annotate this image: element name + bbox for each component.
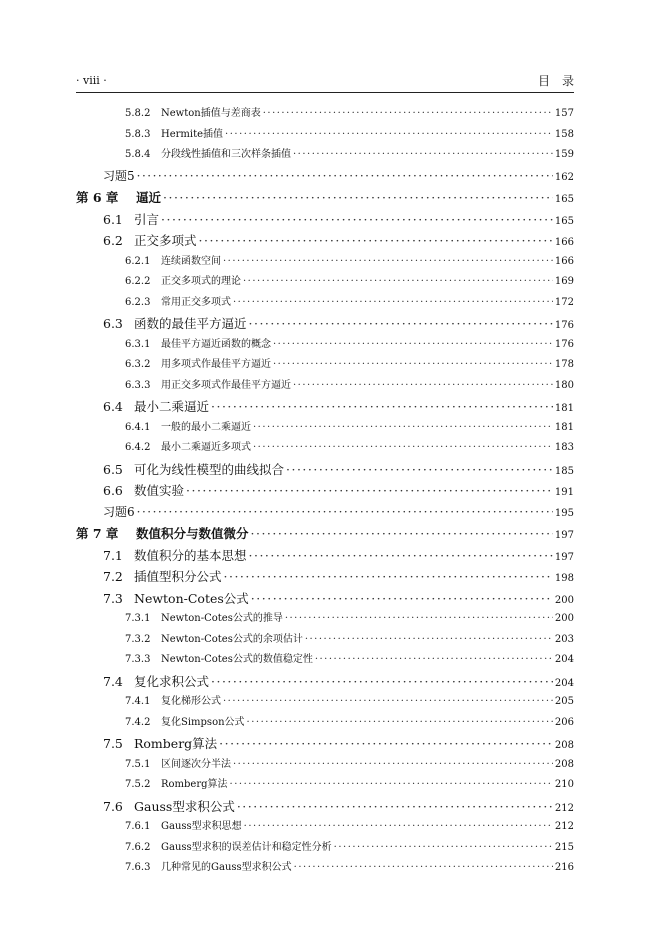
toc-entry xyxy=(76,355,574,376)
toc-entry xyxy=(76,230,574,252)
toc-entry-number: 7.6.1 xyxy=(125,821,151,832)
toc-entry-title: 数值实验 xyxy=(134,483,185,498)
toc-entry-number: 6.4 xyxy=(103,399,123,414)
toc-entry-title: 用多项式作最佳平方逼近 xyxy=(161,359,271,370)
toc-entry xyxy=(76,418,574,439)
toc-entry xyxy=(76,523,574,545)
dot-leader xyxy=(224,566,553,588)
toc-entry xyxy=(76,166,574,187)
toc-entry-number: 6.3.1 xyxy=(125,338,151,350)
toc-entry-title: 函数的最佳平方逼近 xyxy=(134,316,247,331)
toc-entry xyxy=(76,480,574,502)
toc-entry-title: Newton-Cotes公式的余项估计 xyxy=(161,633,303,645)
dot-leader xyxy=(223,692,553,713)
toc-entry-title: 逼近 xyxy=(136,189,162,205)
toc-entry-page: 208 xyxy=(554,740,574,751)
toc-entry-page: 216 xyxy=(554,862,574,873)
toc-entry xyxy=(76,545,574,567)
toc-entry-page: 165 xyxy=(554,215,574,227)
toc-entry-number: 7.3.1 xyxy=(125,613,151,624)
toc-entry-page: 181 xyxy=(554,403,574,414)
toc-entry-page: 158 xyxy=(554,128,574,140)
dot-leader xyxy=(249,545,553,567)
toc-entry-page: 181 xyxy=(554,421,574,433)
toc-entry-title: Newton-Cotes公式 xyxy=(134,590,249,606)
toc-entry-number: 5.8.2 xyxy=(125,108,151,119)
toc-entry-page: 206 xyxy=(554,716,574,728)
toc-entry-title: Newton插值与差商表 xyxy=(161,108,261,119)
toc-entry-number: 7.6.2 xyxy=(125,841,151,853)
dot-leader xyxy=(233,293,553,314)
toc-entry-page: 200 xyxy=(554,594,574,606)
toc-entry-number: 5.8.4 xyxy=(125,149,151,160)
toc-entry-title: 区间逐次分半法 xyxy=(161,758,231,770)
dot-leader xyxy=(230,775,553,796)
toc-entry-page: 200 xyxy=(554,613,574,624)
toc-entry-title: 复化梯形公式 xyxy=(161,696,221,707)
toc-entry-title: 引言 xyxy=(134,211,160,227)
toc-entry-title: 最小二乘逼近多项式 xyxy=(161,442,251,453)
dot-leader xyxy=(273,335,553,356)
toc-entry-title: 几种常见的Gauss型求积公式 xyxy=(161,862,292,873)
toc-entry-title: Hermite插值 xyxy=(161,128,224,140)
toc-entry-title: 最小二乘逼近 xyxy=(134,399,210,414)
toc-entry-page: 210 xyxy=(554,779,574,790)
dot-leader xyxy=(293,145,553,166)
toc-entry-page: 204 xyxy=(554,677,574,689)
toc-entry-number: 6.1 xyxy=(103,211,123,227)
toc-entry-page: 166 xyxy=(554,237,574,248)
toc-entry xyxy=(76,272,574,293)
toc-entry-page: 180 xyxy=(554,379,574,391)
toc-entry-title: Newton-Cotes公式的数值稳定性 xyxy=(161,654,313,665)
toc-entry-page: 203 xyxy=(554,633,574,645)
toc-entry-number: 6.5 xyxy=(103,461,123,477)
page-header xyxy=(76,72,586,93)
toc-entry xyxy=(76,838,574,859)
toc-entry-title: 用正交多项式作最佳平方逼近 xyxy=(161,379,291,391)
toc-entry-title: 正交多项式的理论 xyxy=(161,276,241,287)
toc-entry-title: 数值积分与数值微分 xyxy=(136,525,249,541)
toc-entry-number: 6.4.1 xyxy=(125,421,151,433)
toc-entry-number: 7.5.2 xyxy=(125,779,151,790)
dot-leader xyxy=(294,858,553,879)
toc-entry xyxy=(76,775,574,796)
dot-leader xyxy=(263,104,553,125)
toc-entry-number: 6.2.2 xyxy=(125,276,151,287)
toc-entry xyxy=(76,125,574,146)
toc-entry-number: 6.2.1 xyxy=(125,255,151,267)
toc-entry-page: 165 xyxy=(554,193,574,205)
toc-entry-number: 6.3.2 xyxy=(125,359,151,370)
toc-entry-page: 176 xyxy=(554,320,574,331)
toc-entry-title: 最佳平方逼近函数的概念 xyxy=(161,338,271,350)
dot-leader xyxy=(243,272,553,293)
dot-leader xyxy=(244,817,553,838)
dot-leader xyxy=(161,209,553,231)
toc-entry-title: 习题5 xyxy=(103,168,135,183)
toc-entry-title: 一般的最小二乘逼近 xyxy=(161,421,251,433)
toc-entry-number: 第 6 章 xyxy=(76,189,119,205)
toc-entry xyxy=(76,630,574,651)
toc-entry xyxy=(76,187,574,209)
toc-entry-page: 197 xyxy=(554,529,574,541)
toc-entry-title: Newton-Cotes公式的推导 xyxy=(161,613,283,624)
toc-entry xyxy=(76,609,574,630)
toc-entry-page: 191 xyxy=(554,487,574,498)
toc-entry xyxy=(76,459,574,481)
toc-entry xyxy=(76,566,574,588)
toc-entry xyxy=(76,293,574,314)
toc-entry-number: 7.5 xyxy=(103,736,123,751)
toc-entry xyxy=(76,692,574,713)
toc-entry-page: 197 xyxy=(554,551,574,563)
toc-entry-page: 212 xyxy=(554,821,574,832)
toc-entry xyxy=(76,209,574,231)
dot-leader xyxy=(293,376,553,397)
dot-leader xyxy=(286,459,553,481)
dot-leader xyxy=(237,796,553,818)
toc-entry-number: 7.6 xyxy=(103,798,123,814)
dot-leader xyxy=(219,733,553,755)
toc-entry xyxy=(76,796,574,818)
page-number: · viii · xyxy=(76,74,107,87)
toc-entry-number: 7.4 xyxy=(103,673,123,689)
toc-entry-page: 195 xyxy=(554,507,574,519)
dot-leader xyxy=(199,230,553,252)
toc-entry xyxy=(76,438,574,459)
toc-entry xyxy=(76,396,574,418)
toc-entry xyxy=(76,858,574,879)
toc-entry xyxy=(76,313,574,335)
dot-leader xyxy=(253,418,553,439)
toc-entry-title: 数值积分的基本思想 xyxy=(134,547,247,563)
section-title: 目录 xyxy=(537,74,586,88)
dot-leader xyxy=(186,480,553,502)
toc-entry-number: 7.4.1 xyxy=(125,696,151,707)
toc-entry xyxy=(76,502,574,523)
toc-entry xyxy=(76,588,574,610)
toc-entry-number: 6.2 xyxy=(103,233,123,248)
toc-entry-page: 215 xyxy=(554,841,574,853)
toc-entry-title: 插值型积分公式 xyxy=(134,569,222,584)
toc-entry-page: 185 xyxy=(554,465,574,477)
dot-leader xyxy=(253,438,553,459)
toc-entry-number: 7.5.1 xyxy=(125,758,151,770)
toc-entry-page: 169 xyxy=(554,276,574,287)
toc-entry xyxy=(76,650,574,671)
dot-leader xyxy=(137,166,553,187)
toc-entry-number: 6.4.2 xyxy=(125,442,151,453)
dot-leader xyxy=(223,252,553,273)
toc-entry-title: 可化为线性模型的曲线拟合 xyxy=(134,461,285,477)
toc-entry xyxy=(76,252,574,273)
dot-leader xyxy=(315,650,553,671)
toc-entry-title: 正交多项式 xyxy=(134,233,197,248)
toc-entry-page: 176 xyxy=(554,338,574,350)
dot-leader xyxy=(251,523,553,545)
toc-entry xyxy=(76,104,574,125)
toc-entry-number: 7.6.3 xyxy=(125,862,151,873)
toc-entry-page: 205 xyxy=(554,696,574,707)
toc-entry-page: 183 xyxy=(554,442,574,453)
toc-entry-title: Gauss型求积思想 xyxy=(161,821,242,832)
toc-entry-number: 7.3 xyxy=(103,590,123,606)
toc-entry-title: 习题6 xyxy=(103,504,135,519)
table-of-contents xyxy=(76,104,574,879)
toc-entry-page: 198 xyxy=(554,573,574,584)
dot-leader xyxy=(225,125,553,146)
toc-entry-page: 172 xyxy=(554,296,574,308)
toc-entry-number: 7.3.2 xyxy=(125,633,151,645)
toc-entry-number: 7.2 xyxy=(103,569,123,584)
toc-entry-page: 208 xyxy=(554,758,574,770)
dot-leader xyxy=(211,671,553,693)
toc-entry-number: 7.1 xyxy=(103,547,123,563)
toc-entry xyxy=(76,733,574,755)
toc-entry-number: 第 7 章 xyxy=(76,525,119,541)
toc-entry-number: 7.3.3 xyxy=(125,654,151,665)
toc-entry-page: 204 xyxy=(554,654,574,665)
toc-entry-page: 162 xyxy=(554,171,574,183)
dot-leader xyxy=(249,313,553,335)
toc-entry xyxy=(76,671,574,693)
dot-leader xyxy=(211,396,553,418)
dot-leader xyxy=(137,502,553,523)
toc-entry-page: 212 xyxy=(554,802,574,814)
toc-entry xyxy=(76,335,574,356)
dot-leader xyxy=(163,187,553,209)
dot-leader xyxy=(251,588,553,610)
dot-leader xyxy=(247,713,553,734)
toc-entry-number: 6.3.3 xyxy=(125,379,151,391)
toc-entry xyxy=(76,713,574,734)
toc-entry xyxy=(76,755,574,776)
toc-entry-number: 6.3 xyxy=(103,316,123,331)
toc-entry-number: 6.2.3 xyxy=(125,296,151,308)
dot-leader xyxy=(334,838,553,859)
toc-entry-title: 常用正交多项式 xyxy=(161,296,231,308)
dot-leader xyxy=(285,609,553,630)
toc-entry-number: 7.4.2 xyxy=(125,716,151,728)
toc-entry-title: Romberg算法 xyxy=(134,736,218,751)
toc-entry-title: 复化求积公式 xyxy=(134,673,210,689)
toc-entry-title: Gauss型求积的误差估计和稳定性分析 xyxy=(161,841,332,853)
dot-leader xyxy=(305,630,553,651)
dot-leader xyxy=(233,755,553,776)
toc-entry-number: 6.6 xyxy=(103,483,123,498)
toc-entry-title: Romberg算法 xyxy=(161,779,228,790)
toc-entry-number: 5.8.3 xyxy=(125,128,151,140)
toc-entry-title: 复化Simpson公式 xyxy=(161,716,245,728)
toc-entry xyxy=(76,145,574,166)
toc-entry-page: 159 xyxy=(554,149,574,160)
toc-entry-title: 连续函数空间 xyxy=(161,255,221,267)
toc-entry-page: 166 xyxy=(554,255,574,267)
toc-entry xyxy=(76,376,574,397)
toc-entry-title: Gauss型求积公式 xyxy=(134,798,235,814)
toc-entry-page: 157 xyxy=(554,108,574,119)
dot-leader xyxy=(273,355,553,376)
toc-entry xyxy=(76,817,574,838)
toc-entry-title: 分段线性插值和三次样条插值 xyxy=(161,149,291,160)
toc-entry-page: 178 xyxy=(554,359,574,370)
